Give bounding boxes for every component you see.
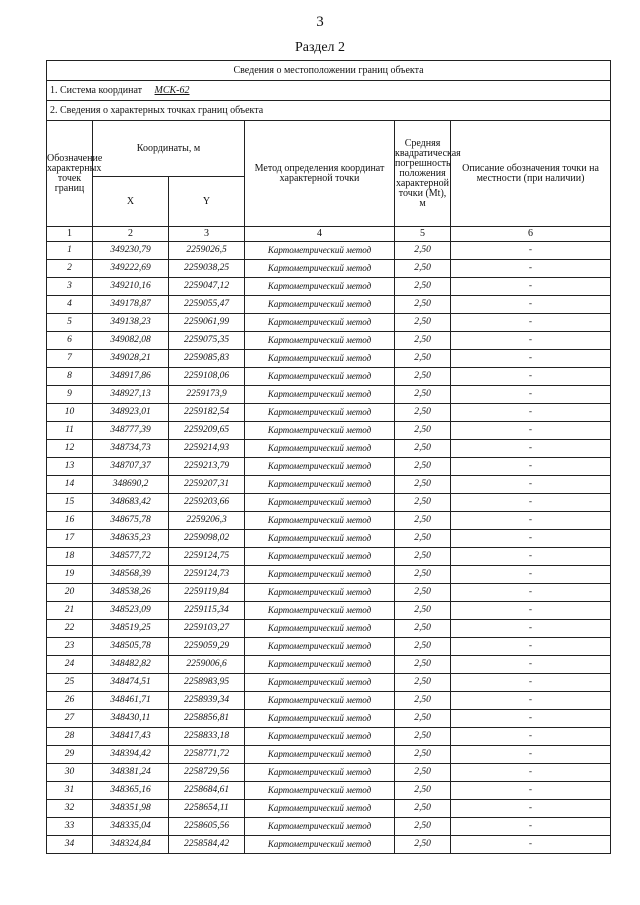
cell-point-number: 21	[47, 602, 93, 620]
cell-coord-y: 2259124,73	[169, 566, 245, 584]
table-row	[47, 566, 611, 584]
cell-description: -	[451, 350, 611, 368]
cell-coord-y: 2259206,3	[169, 512, 245, 530]
cell-coord-y: 2259119,84	[169, 584, 245, 602]
cell-accuracy: 2,50	[395, 332, 451, 350]
cell-method: Картометрический метод	[245, 800, 395, 818]
header-x: X	[93, 177, 169, 227]
cell-accuracy: 2,50	[395, 278, 451, 296]
cell-accuracy: 2,50	[395, 674, 451, 692]
table-row	[47, 494, 611, 512]
table-row	[47, 530, 611, 548]
cell-point-number: 19	[47, 566, 93, 584]
table-row	[47, 458, 611, 476]
cell-accuracy: 2,50	[395, 350, 451, 368]
table-row	[47, 476, 611, 494]
header-accuracy: Средняя квадратическая погрешность положения характерной точки (Mt), м	[395, 121, 451, 227]
cell-method: Картометрический метод	[245, 422, 395, 440]
table-row	[47, 764, 611, 782]
cell-coord-x: 348394,42	[93, 746, 169, 764]
cell-coord-x: 348482,82	[93, 656, 169, 674]
cell-accuracy: 2,50	[395, 386, 451, 404]
cell-coord-y: 2258856,81	[169, 710, 245, 728]
cell-point-number: 1	[47, 242, 93, 260]
cell-coord-y: 2259038,25	[169, 260, 245, 278]
cell-coord-x: 348335,04	[93, 818, 169, 836]
header-y: Y	[169, 177, 245, 227]
cell-method: Картометрический метод	[245, 332, 395, 350]
cell-description: -	[451, 782, 611, 800]
cell-point-number: 30	[47, 764, 93, 782]
cell-coord-x: 348923,01	[93, 404, 169, 422]
cell-point-number: 33	[47, 818, 93, 836]
cell-point-number: 17	[47, 530, 93, 548]
cell-point-number: 29	[47, 746, 93, 764]
cell-coord-y: 2258584,42	[169, 836, 245, 854]
header-point-designation: Обозначение характерных точек границ	[47, 121, 93, 227]
cell-accuracy: 2,50	[395, 710, 451, 728]
cell-method: Картометрический метод	[245, 638, 395, 656]
cell-accuracy: 2,50	[395, 818, 451, 836]
cell-accuracy: 2,50	[395, 638, 451, 656]
cell-point-number: 14	[47, 476, 93, 494]
cell-method: Картометрический метод	[245, 278, 395, 296]
cell-coord-y: 2259059,29	[169, 638, 245, 656]
column-number: 4	[245, 227, 395, 242]
cell-description: -	[451, 638, 611, 656]
cell-coord-x: 349082,08	[93, 332, 169, 350]
cell-point-number: 13	[47, 458, 93, 476]
cell-coord-x: 348417,43	[93, 728, 169, 746]
cell-coord-x: 349210,16	[93, 278, 169, 296]
cell-description: -	[451, 332, 611, 350]
table-row	[47, 746, 611, 764]
cell-point-number: 25	[47, 674, 93, 692]
coord-system-line	[47, 81, 611, 101]
table-row	[47, 602, 611, 620]
cell-description: -	[451, 764, 611, 782]
cell-accuracy: 2,50	[395, 620, 451, 638]
cell-description: -	[451, 422, 611, 440]
cell-point-number: 9	[47, 386, 93, 404]
cell-description: -	[451, 368, 611, 386]
cell-accuracy: 2,50	[395, 566, 451, 584]
cell-coord-y: 2259203,66	[169, 494, 245, 512]
table-row	[47, 404, 611, 422]
cell-method: Картометрический метод	[245, 494, 395, 512]
cell-coord-y: 2258771,72	[169, 746, 245, 764]
cell-description: -	[451, 242, 611, 260]
table-row	[47, 386, 611, 404]
cell-coord-x: 348351,98	[93, 800, 169, 818]
cell-point-number: 16	[47, 512, 93, 530]
cell-coord-y: 2258939,34	[169, 692, 245, 710]
cell-coord-y: 2259061,99	[169, 314, 245, 332]
cell-point-number: 18	[47, 548, 93, 566]
table-row	[47, 422, 611, 440]
cell-coord-y: 2259207,31	[169, 476, 245, 494]
coord-system-value: МСК-62	[154, 84, 190, 96]
cell-coord-y: 2259173,9	[169, 386, 245, 404]
cell-description: -	[451, 548, 611, 566]
cell-accuracy: 2,50	[395, 458, 451, 476]
cell-method: Картометрический метод	[245, 710, 395, 728]
cell-method: Картометрический метод	[245, 404, 395, 422]
cell-method: Картометрический метод	[245, 368, 395, 386]
cell-coord-y: 2259103,27	[169, 620, 245, 638]
cell-coord-y: 2259098,02	[169, 530, 245, 548]
cell-accuracy: 2,50	[395, 746, 451, 764]
cell-coord-x: 348505,78	[93, 638, 169, 656]
cell-description: -	[451, 386, 611, 404]
cell-coord-x: 348324,84	[93, 836, 169, 854]
cell-coord-x: 348707,37	[93, 458, 169, 476]
cell-point-number: 24	[47, 656, 93, 674]
cell-description: -	[451, 836, 611, 854]
table-row	[47, 314, 611, 332]
cell-point-number: 28	[47, 728, 93, 746]
cell-coord-x: 348690,2	[93, 476, 169, 494]
column-number: 6	[451, 227, 611, 242]
cell-method: Картометрический метод	[245, 764, 395, 782]
cell-method: Картометрический метод	[245, 620, 395, 638]
cell-point-number: 7	[47, 350, 93, 368]
cell-coord-x: 348675,78	[93, 512, 169, 530]
cell-coord-x: 349230,79	[93, 242, 169, 260]
table-row	[47, 548, 611, 566]
header-method: Метод определения координат характерной точки	[245, 121, 395, 227]
cell-accuracy: 2,50	[395, 800, 451, 818]
cell-coord-y: 2259055,47	[169, 296, 245, 314]
cell-coord-x: 348523,09	[93, 602, 169, 620]
cell-coord-y: 2259214,93	[169, 440, 245, 458]
table-row	[47, 260, 611, 278]
cell-description: -	[451, 602, 611, 620]
cell-accuracy: 2,50	[395, 692, 451, 710]
cell-point-number: 3	[47, 278, 93, 296]
cell-coord-x: 348461,71	[93, 692, 169, 710]
cell-coord-y: 2259075,35	[169, 332, 245, 350]
cell-coord-x: 348430,11	[93, 710, 169, 728]
cell-coord-y: 2259182,54	[169, 404, 245, 422]
cell-accuracy: 2,50	[395, 728, 451, 746]
table-row	[47, 692, 611, 710]
cell-method: Картометрический метод	[245, 530, 395, 548]
cell-method: Картометрический метод	[245, 746, 395, 764]
cell-point-number: 20	[47, 584, 93, 602]
cell-description: -	[451, 314, 611, 332]
column-number: 3	[169, 227, 245, 242]
cell-coord-y: 2258983,95	[169, 674, 245, 692]
table-row	[47, 350, 611, 368]
cell-coord-x: 348365,16	[93, 782, 169, 800]
cell-coord-x: 348381,24	[93, 764, 169, 782]
cell-method: Картометрический метод	[245, 350, 395, 368]
cell-accuracy: 2,50	[395, 440, 451, 458]
boundary-table	[46, 60, 611, 854]
cell-point-number: 11	[47, 422, 93, 440]
cell-description: -	[451, 746, 611, 764]
page-number: 3	[316, 14, 324, 30]
cell-accuracy: 2,50	[395, 602, 451, 620]
cell-method: Картометрический метод	[245, 674, 395, 692]
table-row	[47, 296, 611, 314]
cell-description: -	[451, 296, 611, 314]
cell-coord-y: 2259108,06	[169, 368, 245, 386]
cell-point-number: 4	[47, 296, 93, 314]
cell-coord-x: 348635,23	[93, 530, 169, 548]
cell-point-number: 23	[47, 638, 93, 656]
cell-coord-x: 349222,69	[93, 260, 169, 278]
cell-method: Картометрический метод	[245, 548, 395, 566]
cell-description: -	[451, 260, 611, 278]
table-row	[47, 584, 611, 602]
cell-method: Картометрический метод	[245, 566, 395, 584]
column-number: 2	[93, 227, 169, 242]
table-row	[47, 800, 611, 818]
section-title: Раздел 2	[294, 40, 346, 55]
table-row	[47, 818, 611, 836]
cell-point-number: 12	[47, 440, 93, 458]
cell-method: Картометрический метод	[245, 440, 395, 458]
cell-method: Картометрический метод	[245, 656, 395, 674]
cell-coord-y: 2258833,18	[169, 728, 245, 746]
cell-method: Картометрический метод	[245, 692, 395, 710]
cell-coord-x: 348917,86	[93, 368, 169, 386]
cell-method: Картометрический метод	[245, 728, 395, 746]
cell-method: Картометрический метод	[245, 296, 395, 314]
table-row	[47, 368, 611, 386]
cell-point-number: 27	[47, 710, 93, 728]
cell-coord-x: 349178,87	[93, 296, 169, 314]
table-caption: Сведения о местоположении границ объекта	[47, 61, 611, 81]
cell-description: -	[451, 710, 611, 728]
cell-coord-y: 2259006,6	[169, 656, 245, 674]
column-number: 1	[47, 227, 93, 242]
header-coordinates: Координаты, м	[93, 121, 245, 177]
cell-description: -	[451, 494, 611, 512]
cell-method: Картометрический метод	[245, 458, 395, 476]
cell-accuracy: 2,50	[395, 584, 451, 602]
cell-accuracy: 2,50	[395, 656, 451, 674]
cell-description: -	[451, 458, 611, 476]
cell-coord-x: 349138,23	[93, 314, 169, 332]
cell-method: Картометрический метод	[245, 512, 395, 530]
cell-description: -	[451, 800, 611, 818]
cell-coord-x: 348577,72	[93, 548, 169, 566]
cell-description: -	[451, 278, 611, 296]
cell-method: Картометрический метод	[245, 818, 395, 836]
cell-coord-y: 2258605,56	[169, 818, 245, 836]
cell-coord-y: 2258654,11	[169, 800, 245, 818]
cell-point-number: 15	[47, 494, 93, 512]
cell-coord-x: 348683,42	[93, 494, 169, 512]
cell-coord-x: 348734,73	[93, 440, 169, 458]
column-number: 5	[395, 227, 451, 242]
cell-accuracy: 2,50	[395, 530, 451, 548]
cell-method: Картометрический метод	[245, 836, 395, 854]
column-numbers-row	[47, 227, 611, 242]
table-row	[47, 440, 611, 458]
cell-coord-x: 348538,26	[93, 584, 169, 602]
cell-accuracy: 2,50	[395, 314, 451, 332]
cell-method: Картометрический метод	[245, 602, 395, 620]
table-row	[47, 710, 611, 728]
cell-point-number: 8	[47, 368, 93, 386]
cell-accuracy: 2,50	[395, 476, 451, 494]
cell-coord-x: 348777,39	[93, 422, 169, 440]
table-row	[47, 332, 611, 350]
cell-point-number: 26	[47, 692, 93, 710]
cell-coord-y: 2259026,5	[169, 242, 245, 260]
cell-description: -	[451, 620, 611, 638]
header-description: Описание обозначения точки на местности (при наличии)	[451, 121, 611, 227]
table-row	[47, 656, 611, 674]
table-row	[47, 512, 611, 530]
cell-accuracy: 2,50	[395, 836, 451, 854]
coord-system-label: 1. Система координат	[50, 84, 143, 96]
cell-accuracy: 2,50	[395, 782, 451, 800]
cell-description: -	[451, 818, 611, 836]
table-row	[47, 674, 611, 692]
cell-coord-x: 349028,21	[93, 350, 169, 368]
cell-coord-x: 348568,39	[93, 566, 169, 584]
cell-accuracy: 2,50	[395, 494, 451, 512]
cell-accuracy: 2,50	[395, 260, 451, 278]
cell-description: -	[451, 512, 611, 530]
cell-description: -	[451, 692, 611, 710]
cell-point-number: 2	[47, 260, 93, 278]
cell-method: Картометрический метод	[245, 584, 395, 602]
cell-description: -	[451, 656, 611, 674]
cell-accuracy: 2,50	[395, 548, 451, 566]
cell-description: -	[451, 566, 611, 584]
cell-method: Картометрический метод	[245, 314, 395, 332]
cell-point-number: 10	[47, 404, 93, 422]
table-row	[47, 242, 611, 260]
cell-accuracy: 2,50	[395, 422, 451, 440]
cell-point-number: 34	[47, 836, 93, 854]
cell-accuracy: 2,50	[395, 404, 451, 422]
cell-accuracy: 2,50	[395, 296, 451, 314]
cell-point-number: 31	[47, 782, 93, 800]
cell-coord-x: 348474,51	[93, 674, 169, 692]
cell-accuracy: 2,50	[395, 242, 451, 260]
cell-coord-y: 2259213,79	[169, 458, 245, 476]
table-row	[47, 638, 611, 656]
cell-point-number: 22	[47, 620, 93, 638]
cell-point-number: 5	[47, 314, 93, 332]
table-row	[47, 728, 611, 746]
cell-point-number: 6	[47, 332, 93, 350]
cell-coord-y: 2259209,65	[169, 422, 245, 440]
cell-description: -	[451, 674, 611, 692]
cell-method: Картометрический метод	[245, 242, 395, 260]
cell-description: -	[451, 728, 611, 746]
cell-description: -	[451, 404, 611, 422]
cell-coord-y: 2258684,61	[169, 782, 245, 800]
cell-method: Картометрический метод	[245, 782, 395, 800]
points-heading: 2. Сведения о характерных точках границ объекта	[47, 101, 611, 121]
cell-description: -	[451, 476, 611, 494]
cell-description: -	[451, 584, 611, 602]
cell-coord-x: 348927,13	[93, 386, 169, 404]
cell-coord-y: 2258729,56	[169, 764, 245, 782]
cell-method: Картометрический метод	[245, 386, 395, 404]
table-row	[47, 836, 611, 854]
cell-accuracy: 2,50	[395, 512, 451, 530]
cell-description: -	[451, 530, 611, 548]
cell-coord-y: 2259115,34	[169, 602, 245, 620]
cell-point-number: 32	[47, 800, 93, 818]
table-row	[47, 278, 611, 296]
cell-method: Картометрический метод	[245, 476, 395, 494]
cell-accuracy: 2,50	[395, 764, 451, 782]
cell-coord-x: 348519,25	[93, 620, 169, 638]
cell-coord-y: 2259124,75	[169, 548, 245, 566]
cell-coord-y: 2259047,12	[169, 278, 245, 296]
table-row	[47, 620, 611, 638]
cell-description: -	[451, 440, 611, 458]
cell-coord-y: 2259085,83	[169, 350, 245, 368]
cell-accuracy: 2,50	[395, 368, 451, 386]
cell-method: Картометрический метод	[245, 260, 395, 278]
table-row	[47, 782, 611, 800]
